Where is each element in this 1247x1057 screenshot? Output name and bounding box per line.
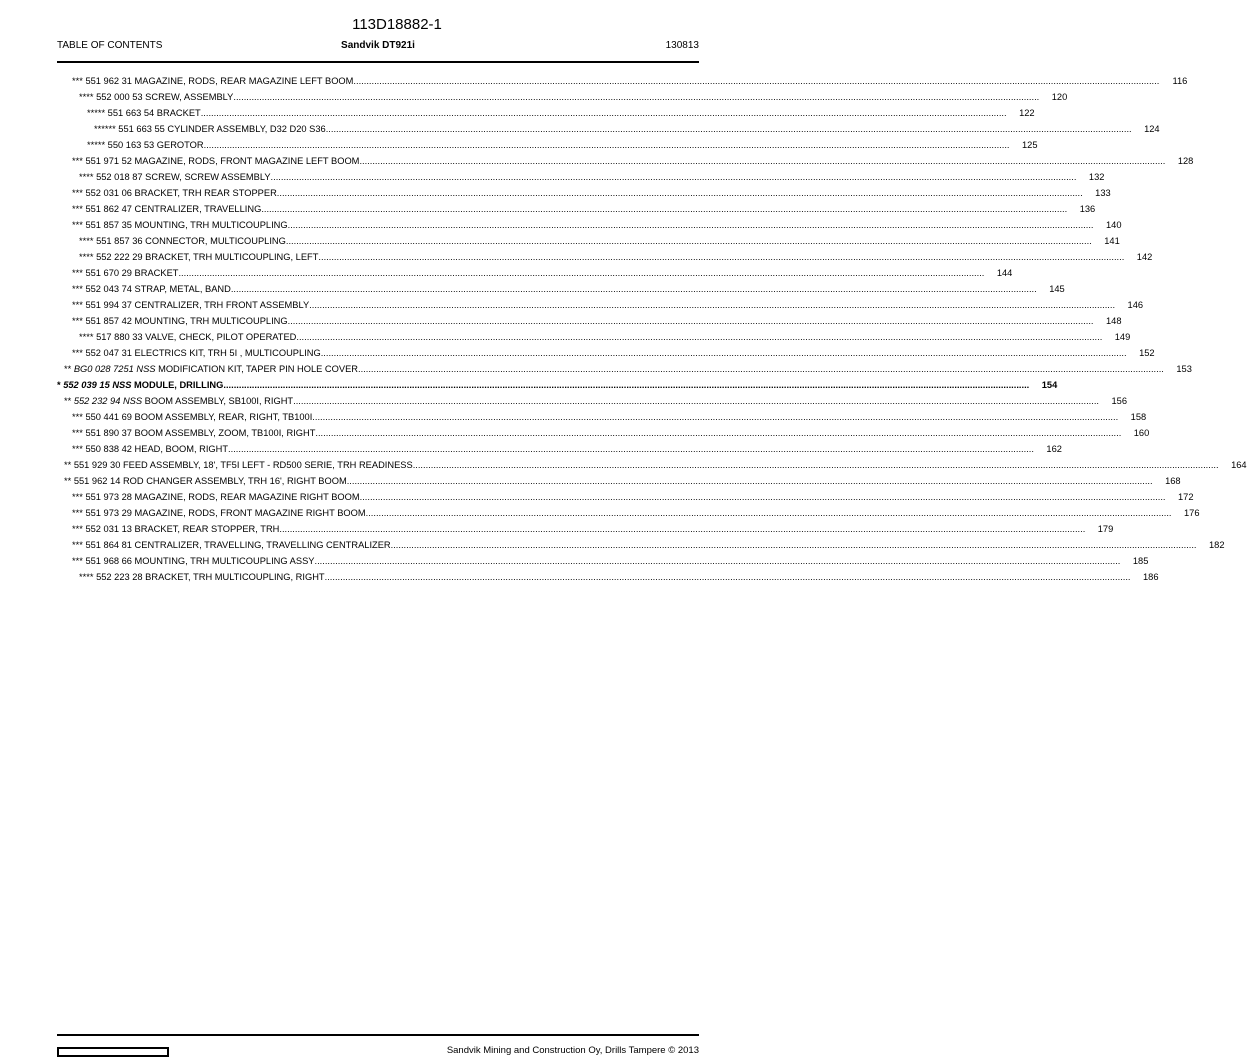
toc-page-number: 158	[1130, 412, 1147, 422]
toc-level-marker: **	[64, 460, 72, 470]
toc-level-marker: ***	[72, 556, 83, 566]
toc-entry-title	[72, 521, 279, 537]
toc-level-marker: ***	[72, 524, 83, 534]
toc-dot-leader	[325, 569, 1131, 585]
toc-entry[interactable]	[57, 265, 1013, 281]
toc-dot-leader	[233, 89, 1039, 105]
toc-entry[interactable]	[57, 345, 1155, 361]
toc-title-text: 551 962 14 ROD CHANGER ASSEMBLY, TRH 16', RIGHT BOOM	[71, 476, 347, 486]
toc-part-number: BG0 028 7251 NSS	[71, 364, 156, 374]
toc-level-marker: ***	[72, 428, 83, 438]
toc-title-text: 551 973 29 MAGAZINE, RODS, FRONT MAGAZINE RIGHT BOOM	[82, 508, 366, 518]
toc-entry-title	[79, 249, 318, 265]
toc-title-text: 551 857 36 CONNECTOR, MULTICOUPLING	[93, 236, 286, 246]
toc-level-marker: ****	[79, 332, 94, 342]
toc-level-marker: ***	[72, 204, 83, 214]
toc-entry[interactable]	[57, 297, 1144, 313]
toc-level-marker: *	[57, 380, 61, 390]
toc-dot-leader	[318, 249, 1124, 265]
toc-entry[interactable]	[57, 121, 1160, 137]
toc-entry[interactable]	[57, 105, 1035, 121]
toc-page-number: 162	[1046, 444, 1062, 454]
toc-title-text: 551 968 66 MOUNTING, TRH MULTICOUPLING ASSY	[82, 556, 315, 566]
toc-level-marker: ***	[72, 444, 83, 454]
toc-level-marker: ***	[72, 412, 83, 422]
toc-entry-title	[79, 233, 286, 249]
toc-page-number: 136	[1079, 204, 1096, 214]
toc-title-text: 551 663 54 BRACKET	[105, 108, 201, 118]
toc-entry[interactable]	[57, 521, 1114, 537]
toc-entry[interactable]	[57, 185, 1111, 201]
toc-entry-title	[87, 105, 201, 121]
toc-level-marker: ****	[79, 572, 94, 582]
toc-entry[interactable]	[57, 73, 1188, 89]
toc-title-text: 552 000 53 SCREW, ASSEMBLY	[93, 92, 234, 102]
document-number: 113D18882-1	[352, 16, 442, 33]
toc-page-number: 149	[1114, 332, 1131, 342]
toc-entry-title	[72, 441, 228, 457]
toc-entry-title	[72, 345, 321, 361]
toc-dot-leader	[296, 329, 1102, 345]
toc-page-number: 164	[1231, 460, 1247, 470]
toc-page-number: 156	[1111, 396, 1127, 406]
toc-dot-leader	[204, 137, 1010, 153]
toc-dot-leader	[178, 265, 984, 281]
toc-entry[interactable]	[57, 329, 1131, 345]
toc-entry-title	[72, 265, 178, 281]
toc-entry-title	[72, 73, 353, 89]
toc-entry-title	[72, 409, 312, 425]
toc-dot-leader	[288, 217, 1094, 233]
toc-part-number: 552 039 15 NSS	[60, 380, 132, 390]
toc-entry[interactable]	[57, 377, 1058, 393]
toc-entry[interactable]	[57, 201, 1096, 217]
header-product-name: Sandvik DT921i	[341, 40, 415, 51]
toc-title-text: 552 018 87 SCREW, SCREW ASSEMBLY	[93, 172, 271, 182]
toc-level-marker: ***	[72, 76, 83, 86]
toc-entry-title	[57, 377, 223, 393]
toc-entry[interactable]	[57, 169, 1105, 185]
toc-page-number: 185	[1132, 556, 1149, 566]
toc-title-text: 551 929 30 FEED ASSEMBLY, 18', TF5I LEFT - RD500 SERIE, TRH READINESS	[71, 460, 413, 470]
toc-entry[interactable]	[57, 489, 1194, 505]
toc-title-text: 550 163 53 GEROTOR	[105, 140, 204, 150]
toc-level-marker: ***	[72, 268, 83, 278]
toc-page-number: 148	[1106, 316, 1122, 326]
toc-entry[interactable]	[57, 441, 1062, 457]
toc-level-marker: ***	[72, 284, 83, 294]
toc-dot-leader	[231, 281, 1037, 297]
toc-entry[interactable]	[57, 249, 1153, 265]
toc-level-marker: *****	[87, 140, 106, 150]
toc-entry-title	[72, 537, 391, 553]
toc-entry-title	[79, 329, 296, 345]
toc-level-marker: ***	[72, 540, 83, 550]
toc-title-text: 550 441 69 BOOM ASSEMBLY, REAR, RIGHT, TB100I	[82, 412, 313, 422]
toc-dot-leader	[261, 201, 1067, 217]
toc-entry-title	[72, 201, 261, 217]
toc-entry-title	[64, 361, 358, 377]
toc-entry[interactable]	[57, 153, 1194, 169]
toc-entry[interactable]	[57, 137, 1038, 153]
toc-entry-title	[72, 153, 359, 169]
toc-page-number: 142	[1136, 252, 1153, 262]
toc-page-number: 116	[1172, 76, 1188, 86]
toc-title-text: 552 223 28 BRACKET, TRH MULTICOUPLING, RIGHT	[93, 572, 325, 582]
toc-entry-title	[72, 425, 315, 441]
toc-title-text: BOOM ASSEMBLY, SB100I, RIGHT	[142, 396, 294, 406]
toc-level-marker: **	[64, 396, 72, 406]
toc-dot-leader	[309, 297, 1115, 313]
toc-page-number: 140	[1106, 220, 1122, 230]
toc-title-text: 550 838 42 HEAD, BOOM, RIGHT	[82, 444, 229, 454]
toc-dot-leader	[413, 457, 1219, 473]
toc-entry[interactable]	[57, 89, 1068, 105]
toc-entry-title	[72, 489, 360, 505]
toc-page-number: 145	[1049, 284, 1065, 294]
toc-title-text: 551 994 37 CENTRALIZER, TRH FRONT ASSEMBLY	[82, 300, 310, 310]
toc-title-text: 551 862 47 CENTRALIZER, TRAVELLING	[82, 204, 262, 214]
toc-title-text: 551 973 28 MAGAZINE, RODS, REAR MAGAZINE RIGHT BOOM	[82, 492, 360, 502]
toc-entry-title	[79, 569, 325, 585]
header-section-title: TABLE OF CONTENTS	[57, 40, 163, 51]
toc-title-text: 517 880 33 VALVE, CHECK, PILOT OPERATED	[93, 332, 297, 342]
toc-page-number: 146	[1127, 300, 1144, 310]
toc-entry-title	[72, 297, 309, 313]
toc-title-text: 552 222 29 BRACKET, TRH MULTICOUPLING, LEFT	[93, 252, 319, 262]
toc-level-marker: *****	[87, 108, 106, 118]
toc-page-number: 179	[1097, 524, 1114, 534]
toc-dot-leader	[315, 425, 1121, 441]
toc-level-marker: **	[64, 476, 72, 486]
toc-page-number: 144	[996, 268, 1013, 278]
toc-level-marker: ****	[79, 172, 94, 182]
toc-dot-leader	[358, 361, 1164, 377]
toc-entry[interactable]	[57, 473, 1181, 489]
toc-entry-title	[72, 185, 277, 201]
toc-dot-leader	[347, 473, 1153, 489]
toc-level-marker: ***	[72, 156, 83, 166]
toc-level-marker: ***	[72, 348, 83, 358]
toc-page-number: 168	[1165, 476, 1181, 486]
sandvik-logo	[57, 1047, 169, 1057]
toc-page-number: 128	[1177, 156, 1194, 166]
toc-dot-leader	[286, 233, 1092, 249]
toc-page-number: 125	[1022, 140, 1038, 150]
toc-dot-leader	[271, 169, 1077, 185]
toc-level-marker: ***	[72, 508, 83, 518]
toc-entry[interactable]	[57, 217, 1122, 233]
toc-entry[interactable]	[57, 361, 1192, 377]
toc-part-number: 552 232 94 NSS	[71, 396, 143, 406]
toc-page-number: 133	[1095, 188, 1111, 198]
toc-entry-title	[72, 217, 288, 233]
toc-title-text: 552 031 13 BRACKET, REAR STOPPER, TRH	[82, 524, 280, 534]
toc-title-text: MODULE, DRILLING	[131, 380, 224, 390]
toc-entry[interactable]	[57, 537, 1225, 553]
toc-title-text: 551 857 42 MOUNTING, TRH MULTICOUPLING	[82, 316, 288, 326]
toc-entry-title	[72, 281, 231, 297]
toc-level-marker: ***	[72, 220, 83, 230]
toc-title-text: 552 047 31 ELECTRICS KIT, TRH 5I , MULTICOUPLING	[82, 348, 321, 358]
toc-title-text: 551 663 55 CYLINDER ASSEMBLY, D32 D20 S36	[115, 124, 326, 134]
toc-entry[interactable]	[57, 313, 1122, 329]
toc-dot-leader	[312, 409, 1118, 425]
table-of-contents	[57, 73, 1247, 585]
toc-entry[interactable]	[57, 569, 1159, 585]
toc-page-number: 172	[1177, 492, 1194, 502]
header-divider	[57, 61, 699, 63]
toc-dot-leader	[353, 73, 1159, 89]
toc-title-text: 551 890 37 BOOM ASSEMBLY, ZOOM, TB100I, RIGHT	[82, 428, 316, 438]
toc-dot-leader	[391, 537, 1197, 553]
toc-dot-leader	[326, 121, 1132, 137]
toc-page-number: 160	[1133, 428, 1150, 438]
toc-page-number: 182	[1209, 540, 1225, 550]
toc-entry-title	[64, 393, 293, 409]
toc-dot-leader	[223, 377, 1029, 393]
toc-page-number: 186	[1142, 572, 1159, 582]
toc-entry[interactable]	[57, 457, 1247, 473]
toc-dot-leader	[201, 105, 1007, 121]
toc-page-number: 141	[1104, 236, 1120, 246]
toc-title-text: 551 670 29 BRACKET	[82, 268, 179, 278]
toc-entry-title	[72, 505, 366, 521]
toc-entry[interactable]	[57, 409, 1147, 425]
toc-dot-leader	[321, 345, 1127, 361]
toc-page-number: 120	[1051, 92, 1068, 102]
toc-title-text: 551 962 31 MAGAZINE, RODS, REAR MAGAZINE LEFT BOOM	[82, 76, 354, 86]
header-date-code: 130813	[665, 40, 699, 51]
footer-divider	[57, 1034, 699, 1036]
toc-title-text: 552 043 74 STRAP, METAL, BAND	[82, 284, 231, 294]
toc-entry-title	[72, 553, 315, 569]
toc-entry[interactable]	[57, 553, 1149, 569]
toc-dot-leader	[315, 553, 1121, 569]
toc-title-text: 551 857 35 MOUNTING, TRH MULTICOUPLING	[82, 220, 288, 230]
toc-entry[interactable]	[57, 505, 1200, 521]
toc-dot-leader	[277, 185, 1083, 201]
toc-entry[interactable]	[57, 425, 1150, 441]
toc-page-number: 154	[1041, 380, 1058, 390]
toc-entry[interactable]	[57, 233, 1120, 249]
toc-dot-leader	[366, 505, 1172, 521]
toc-dot-leader	[360, 489, 1166, 505]
toc-entry-title	[94, 121, 326, 137]
toc-level-marker: **	[64, 364, 72, 374]
toc-title-text: MODIFICATION KIT, TAPER PIN HOLE COVER	[155, 364, 358, 374]
footer-copyright: Sandvik Mining and Construction Oy, Drills Tampere © 2013	[446, 1045, 699, 1056]
toc-page-number: 152	[1139, 348, 1155, 358]
toc-level-marker: ******	[94, 124, 116, 134]
toc-dot-leader	[279, 521, 1085, 537]
toc-level-marker: ***	[72, 316, 83, 326]
toc-dot-leader	[228, 441, 1034, 457]
toc-entry-title	[79, 169, 271, 185]
toc-title-text: 551 971 52 MAGAZINE, RODS, FRONT MAGAZINE LEFT BOOM	[82, 156, 360, 166]
toc-entry[interactable]	[57, 393, 1127, 409]
toc-title-text: 551 864 81 CENTRALIZER, TRAVELLING, TRAVELLING CENTRALIZER	[82, 540, 391, 550]
toc-page-number: 132	[1088, 172, 1105, 182]
toc-level-marker: ****	[79, 252, 94, 262]
toc-level-marker: ***	[72, 300, 83, 310]
toc-entry-title	[64, 473, 347, 489]
toc-dot-leader	[293, 393, 1099, 409]
toc-page-number: 124	[1144, 124, 1160, 134]
toc-entry-title	[79, 89, 233, 105]
toc-entry[interactable]	[57, 281, 1065, 297]
page-header	[57, 40, 699, 56]
toc-dot-leader	[359, 153, 1165, 169]
toc-dot-leader	[288, 313, 1094, 329]
toc-title-text: 552 031 06 BRACKET, TRH REAR STOPPER	[82, 188, 277, 198]
toc-level-marker: ***	[72, 188, 83, 198]
toc-entry-title	[64, 457, 413, 473]
toc-entry-title	[72, 313, 288, 329]
toc-entry-title	[87, 137, 204, 153]
toc-page-number: 122	[1019, 108, 1035, 118]
toc-page-number: 176	[1184, 508, 1200, 518]
toc-page-number: 153	[1176, 364, 1192, 374]
toc-level-marker: ****	[79, 236, 94, 246]
toc-level-marker: ****	[79, 92, 94, 102]
toc-level-marker: ***	[72, 492, 83, 502]
